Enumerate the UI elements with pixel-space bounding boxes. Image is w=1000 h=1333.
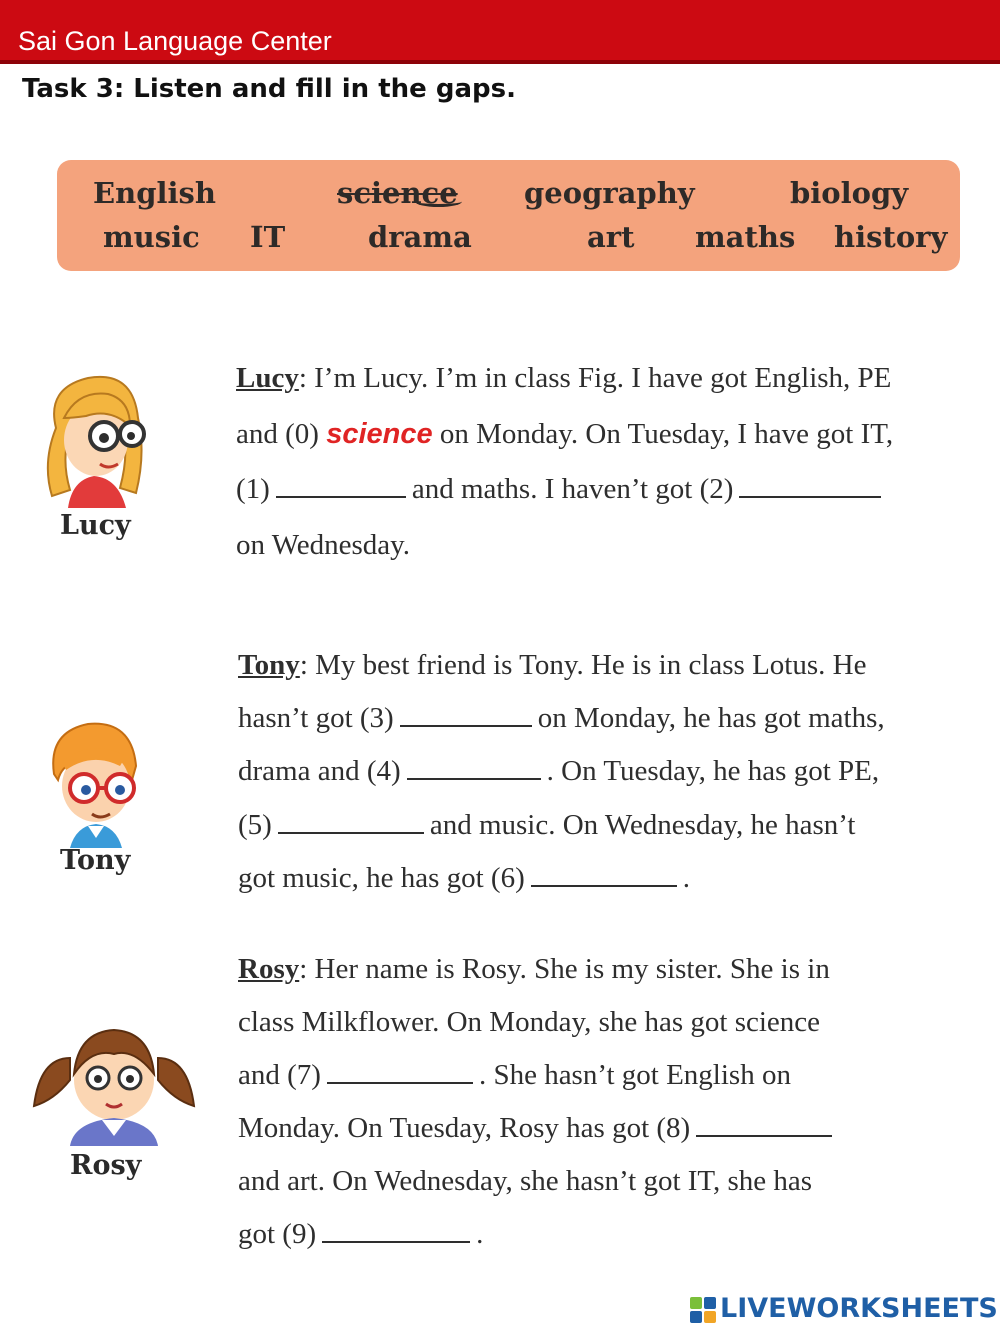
tony-line-5: got music, he has got (6) . [238,862,690,894]
word-music: music [103,220,200,254]
answer-blank-3[interactable] [400,725,532,727]
word-maths: maths [695,220,796,254]
header-underline [0,60,1000,64]
word-box [57,160,960,271]
lucy-avatar [38,368,150,508]
answer-blank-2[interactable] [739,496,881,498]
liveworksheets-logo-text: LIVEWORKSHEETS [720,1293,998,1324]
rosy-line-1: Rosy: Her name is Rosy. She is my sister. She is in [238,953,830,985]
tony-line-1: Tony: My best friend is Tony. He is in class Lotus. He [238,649,867,681]
answer-blank-1[interactable] [276,496,406,498]
rosy-avatar [30,1018,198,1146]
lucy-line-1: Lucy: I’m Lucy. I’m in class Fig. I have got English, PE [236,362,892,394]
answer-blank-7[interactable] [327,1082,473,1084]
tony-paragraph [238,649,988,909]
tony-line-3: drama and (4) . On Tuesday, he has got PE, [238,755,880,787]
rosy-line-4: Monday. On Tuesday, Rosy has got (8) [238,1112,838,1145]
rosy-label: Rosy [70,1150,142,1181]
task-title: Task 3: Listen and fill in the gaps. [22,74,516,104]
tony-line-2: hasn’t got (3) on Monday, he has got maths, [238,702,885,734]
word-biology: biology [790,176,909,210]
lucy-paragraph [236,362,976,572]
lucy-speaker: Lucy [236,362,299,394]
word-it: IT [250,220,286,254]
header-bar [0,0,1000,62]
answer-blank-9[interactable] [322,1241,470,1243]
example-answer: science [326,418,433,450]
brand-name: Sai Gon Language Center [18,26,332,56]
lucy-label: Lucy [60,510,131,541]
rosy-paragraph [238,953,978,1273]
rosy-line-5: and art. On Wednesday, she hasn’t got IT, she has [238,1165,813,1197]
word-english: English [93,176,216,210]
tony-speaker: Tony [238,649,300,681]
tony-avatar [40,714,144,848]
rosy-line-2: class Milkflower. On Monday, she has got science [238,1006,821,1038]
word-geography: geography [524,176,695,210]
rosy-speaker: Rosy [238,953,300,985]
lucy-line-3: (1) and maths. I haven’t got (2) [236,473,887,506]
word-art: art [587,220,635,254]
liveworksheets-logo-icon [690,1297,716,1323]
answer-blank-5[interactable] [278,832,424,834]
tony-line-4: (5) and music. On Wednesday, he hasn’t [238,809,856,841]
word-drama: drama [368,220,472,254]
tony-label: Tony [60,845,131,876]
answer-blank-8[interactable] [696,1135,832,1137]
answer-blank-6[interactable] [531,885,677,887]
rosy-line-3: and (7) . She hasn’t got English on [238,1059,791,1091]
rosy-line-6: got (9) . [238,1218,484,1250]
lucy-line-4: on Wednesday. [236,529,411,561]
lucy-line-2: and (0) science on Monday. On Tuesday, I have got IT, [236,418,894,450]
word-history: history [834,220,948,254]
answer-blank-4[interactable] [407,778,541,780]
word-science-struck: science [337,176,458,210]
